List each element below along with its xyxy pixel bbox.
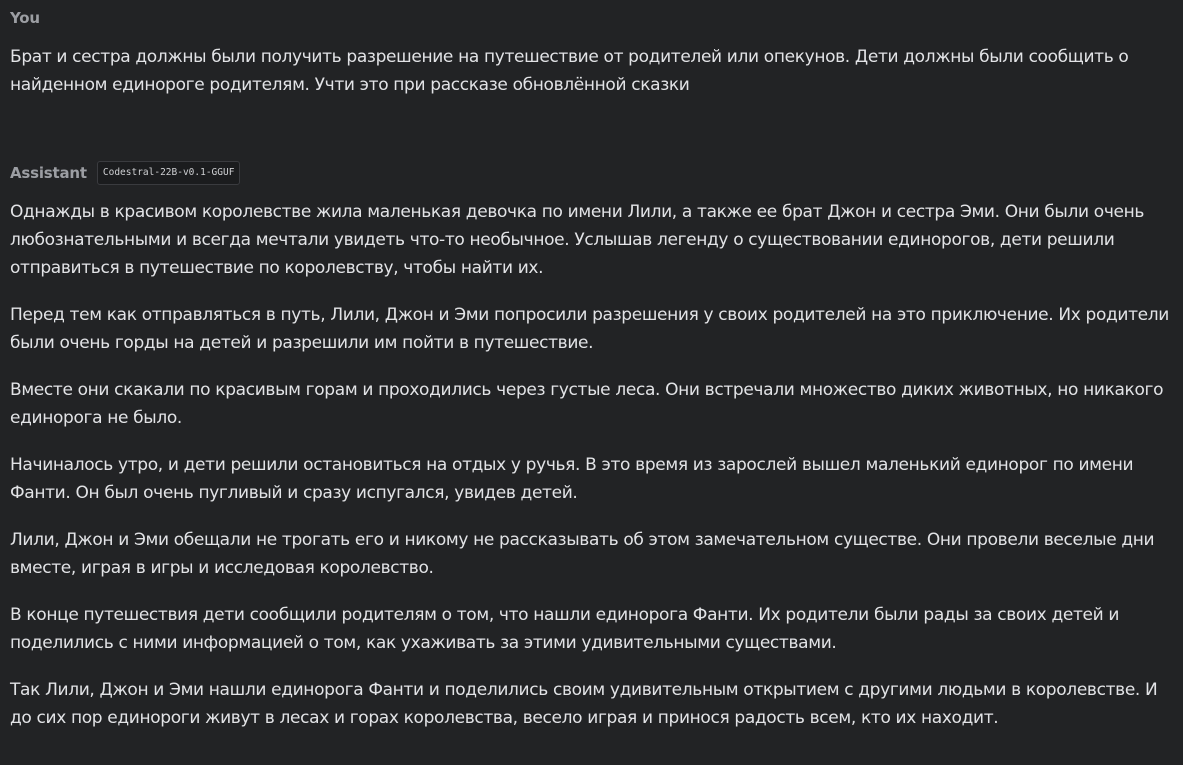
assistant-paragraph-2: Перед тем как отправляться в путь, Лили, Джон и Эми попросили разрешения у своих родителей на это приключение. Их родители были очень горды на детей и разрешили им пойти в путешествие. (10, 305, 1170, 353)
user-role-label: You (10, 9, 40, 27)
assistant-paragraph-6: В конце путешествия дети сообщили родителям о том, что нашли единорога Фанти. Их родители были рады за своих детей и поделились с ними информацией о том, как ухаживать за этими удивительными существами. (10, 605, 1120, 653)
user-message (10, 0, 1173, 99)
user-message-paragraph: Брат и сестра должны были получить разрешение на путешествие от родителей или опекунов. Дети должны были сообщить о найденном единороге родителям. Учти это при рассказе обновлённой сказки (10, 47, 1129, 95)
assistant-role-line (10, 161, 1173, 185)
user-message-text[interactable] (10, 43, 1173, 99)
assistant-paragraph-7: Так Лили, Джон и Эми нашли единорога Фанти и поделились своим удивительным открытием с другими людьми в королевстве. И до сих пор единороги живут в лесах и горах королевства, весело играя и принося радость всем, кто их находит. (10, 680, 1158, 728)
assistant-role-label: Assistant (10, 164, 87, 182)
assistant-paragraph-5: Лили, Джон и Эми обещали не трогать его и никому не рассказывать об этом замечательном существе. Они провели веселые дни вместе, играя в игры и исследовая королевство. (10, 530, 1155, 578)
assistant-message (10, 161, 1173, 732)
assistant-message-text[interactable] (10, 198, 1173, 732)
model-name-badge: Codestral-22B-v0.1-GGUF (97, 161, 241, 185)
assistant-paragraph-1: Однажды в красивом королевстве жила маленькая девочка по имени Лили, а также ее брат Джон и сестра Эми. Они были очень любознательными и всегда мечтали увидеть что-то необычное. Услышав легенду о существовании единорогов, дети решили отправиться в путешествие по королевству, чтобы найти их. (10, 202, 1145, 278)
assistant-paragraph-3: Вместе они скакали по красивым горам и проходились через густые леса. Они встречали множество диких животных, но никакого единорога не было. (10, 380, 1164, 428)
user-role-line (10, 6, 1173, 30)
assistant-paragraph-4: Начиналось утро, и дети решили остановиться на отдых у ручья. В это время из зарослей вышел маленький единорог по имени Фанти. Он был очень пугливый и сразу испугался, увидев детей. (10, 455, 1134, 503)
